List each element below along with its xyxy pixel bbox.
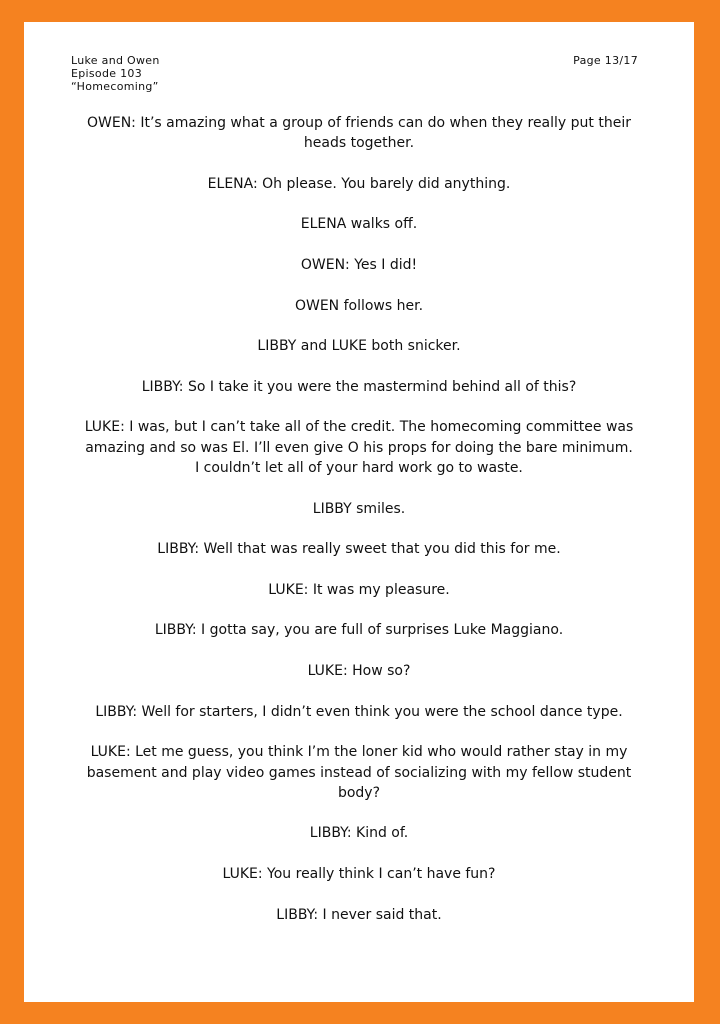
script-body — [84, 113, 634, 945]
dialogue-line: LIBBY: So I take it you were the mastermind behind all of this? — [141, 378, 577, 395]
dialogue-line: LIBBY: I never said that. — [276, 906, 442, 923]
show-info — [71, 54, 160, 93]
dialogue-line: LUKE: I was, but I can’t take all of the credit. The homecoming committee was amazing and so was El. I’ll even give O his props for doing the bare minimum. I couldn’t let all of your hard work go to waste. — [84, 419, 634, 477]
stage-direction: ELENA walks off. — [300, 216, 418, 233]
dialogue-line: LUKE: You really think I can’t have fun? — [222, 865, 496, 882]
dialogue-line: ELENA: Oh please. You barely did anything. — [207, 175, 511, 192]
stage-direction: LIBBY smiles. — [312, 500, 406, 517]
dialogue-line: OWEN: Yes I did! — [300, 257, 418, 274]
dialogue-line: LIBBY: Well for starters, I didn’t even think you were the school dance type. — [95, 703, 623, 720]
episode-title: “Homecoming” — [71, 80, 159, 93]
dialogue-line: LIBBY: Kind of. — [309, 825, 409, 842]
dialogue-line: LIBBY: Well that was really sweet that you did this for me. — [157, 541, 561, 558]
dialogue-line: LUKE: It was my pleasure. — [268, 581, 450, 598]
dialogue-line: LUKE: How so? — [307, 663, 411, 680]
script-page — [24, 22, 694, 1002]
dialogue-line: LUKE: Let me guess, you think I’m the loner kid who would rather stay in my basement and play video games instead of socializing with my fellow student body? — [86, 744, 632, 801]
episode-number: Episode 103 — [71, 67, 142, 80]
dialogue-line: LIBBY: I gotta say, you are full of surprises Luke Maggiano. — [154, 622, 564, 639]
stage-direction: LIBBY and LUKE both snicker. — [257, 338, 461, 355]
dialogue-line: OWEN: It’s amazing what a group of friends can do when they really put their heads together. — [87, 115, 631, 152]
page-number: Page 13/17 — [573, 54, 638, 67]
show-title: Luke and Owen — [71, 54, 160, 67]
stage-direction: OWEN follows her. — [294, 297, 424, 314]
